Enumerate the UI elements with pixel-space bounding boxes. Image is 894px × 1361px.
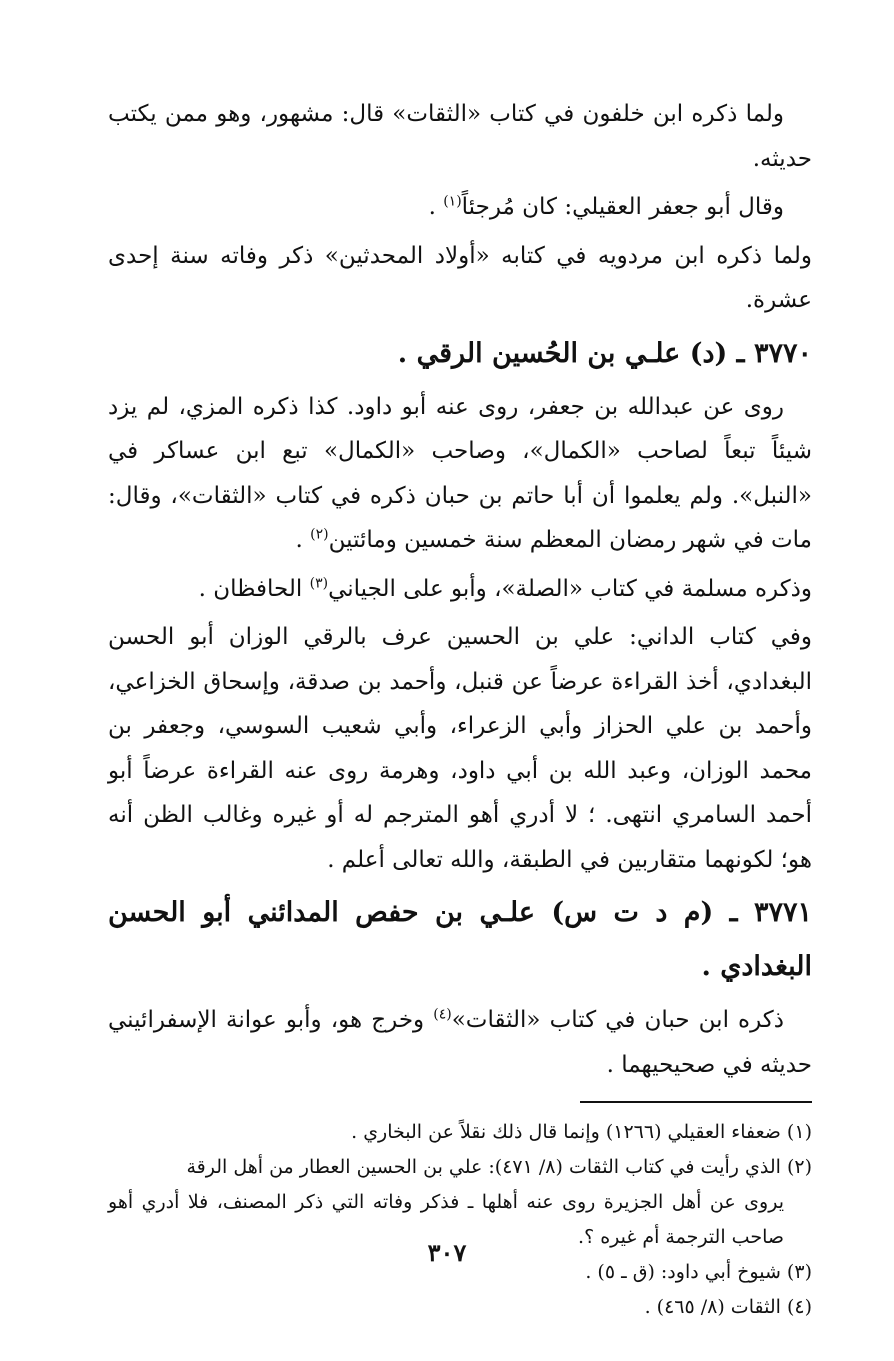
footnote-ref[interactable]: (٢) (310, 526, 329, 543)
entry-heading-3770: ٣٧٧٠ ـ (د) علـي بن الحُسين الرقي . (397, 337, 812, 369)
footnote-text: يروى عن أهل الجزيرة روى عنه أهلها ـ فذكر وفاته التي ذكر المصنف، فلا أدري أهو صاحب الترجمة أم غيره ؟. (108, 1191, 784, 1248)
footnote-1: (١) ضعفاء العقيلي (١٢٦٦) وإنما قال ذلك نقلاً عن البخاري . (351, 1121, 812, 1143)
paragraph: وفي كتاب الداني: علي بن الحسين عرف بالرقي الوزان أبو الحسن البغدادي، أخذ القراءة عرضاً عن قنبل، وأحمد بن صدقة، وإسحاق الخزاعي، وأحمد بن علي الحزاز وأبي الزعراء، وأبي شعيب السوسي، وجعفر بن محمد الوزان، وعبد الله بن أبي داود، وهرمة روى عنه القراءة عرضاً أبو أحمد السامري انتهى. ؛ لا أدري أهو المترجم له أو غيره وغالب الظن أنه هو؛ لكونهما متقاربين في الطبقة، والله تعالى أعلم . (108, 624, 812, 873)
text-run: وخرج هو، وأبو عوانة الإسفرائيني حديثه في صحيحيهما . (108, 1007, 812, 1078)
text-run: وذكره مسلمة في كتاب «الصلة»، وأبو على الجياني (328, 575, 812, 602)
text-run: وقال أبو جعفر العقيلي: كان مُرجئاً (461, 194, 784, 220)
footnote-ref[interactable]: (٣) (309, 574, 329, 591)
text-run: الحافظان . (198, 575, 310, 602)
book-page (108, 92, 812, 1325)
footnote-ref[interactable]: (١) (443, 193, 462, 210)
footnote-4: (٤) الثقات (٨/ ٤٦٥) . (644, 1296, 812, 1318)
text-run: ذكره ابن حبان في كتاب «الثقات» (451, 1007, 784, 1033)
text-run: روى عن عبدالله بن جعفر، روى عنه أبو داود. كذا ذكره المزي، لم يزد شيئاً تبعاً لصاحب «الكمال»، وصاحب «الكمال» تبع ابن عساكر في «النبل». ولم يعلموا أن أبا حاتم بن حبان ذكره في كتاب «الثقات»، وقال: مات في شهر رمضان المعظم سنة خمسين ومائتين (108, 393, 812, 553)
paragraph (108, 385, 812, 563)
footnote-divider (580, 1101, 812, 1103)
paragraph (108, 185, 812, 230)
paragraph: ولما ذكره ابن مردويه في كتابه «أولاد المحدثين» ذكر وفاته سنة إحدى عشرة. (108, 242, 812, 313)
text-run: . (428, 194, 444, 220)
footnotes (108, 1115, 812, 1325)
footnote-2: (٢) الذي رأيت في كتاب الثقات (٨/ ٤٧١): علي بن الحسين العطار من أهل الرقة (186, 1156, 812, 1178)
text-run: . (295, 527, 311, 553)
footnote-3: (٣) شيوخ أبي داود: (ق ـ ٥) . (585, 1261, 812, 1283)
paragraph (108, 998, 812, 1087)
entry-heading-3771: ٣٧٧١ ـ (م د ت س) علـي بن حفص المدائني أبو الحسن البغدادي . (108, 897, 812, 982)
page-number: ٣٠٧ (427, 1238, 467, 1267)
paragraph (108, 567, 812, 612)
footnote-ref[interactable]: (٤) (433, 1006, 452, 1023)
paragraph: ولما ذكره ابن خلفون في كتاب «الثقات» قال: مشهور، وهو ممن يكتب حديثه. (108, 101, 812, 172)
